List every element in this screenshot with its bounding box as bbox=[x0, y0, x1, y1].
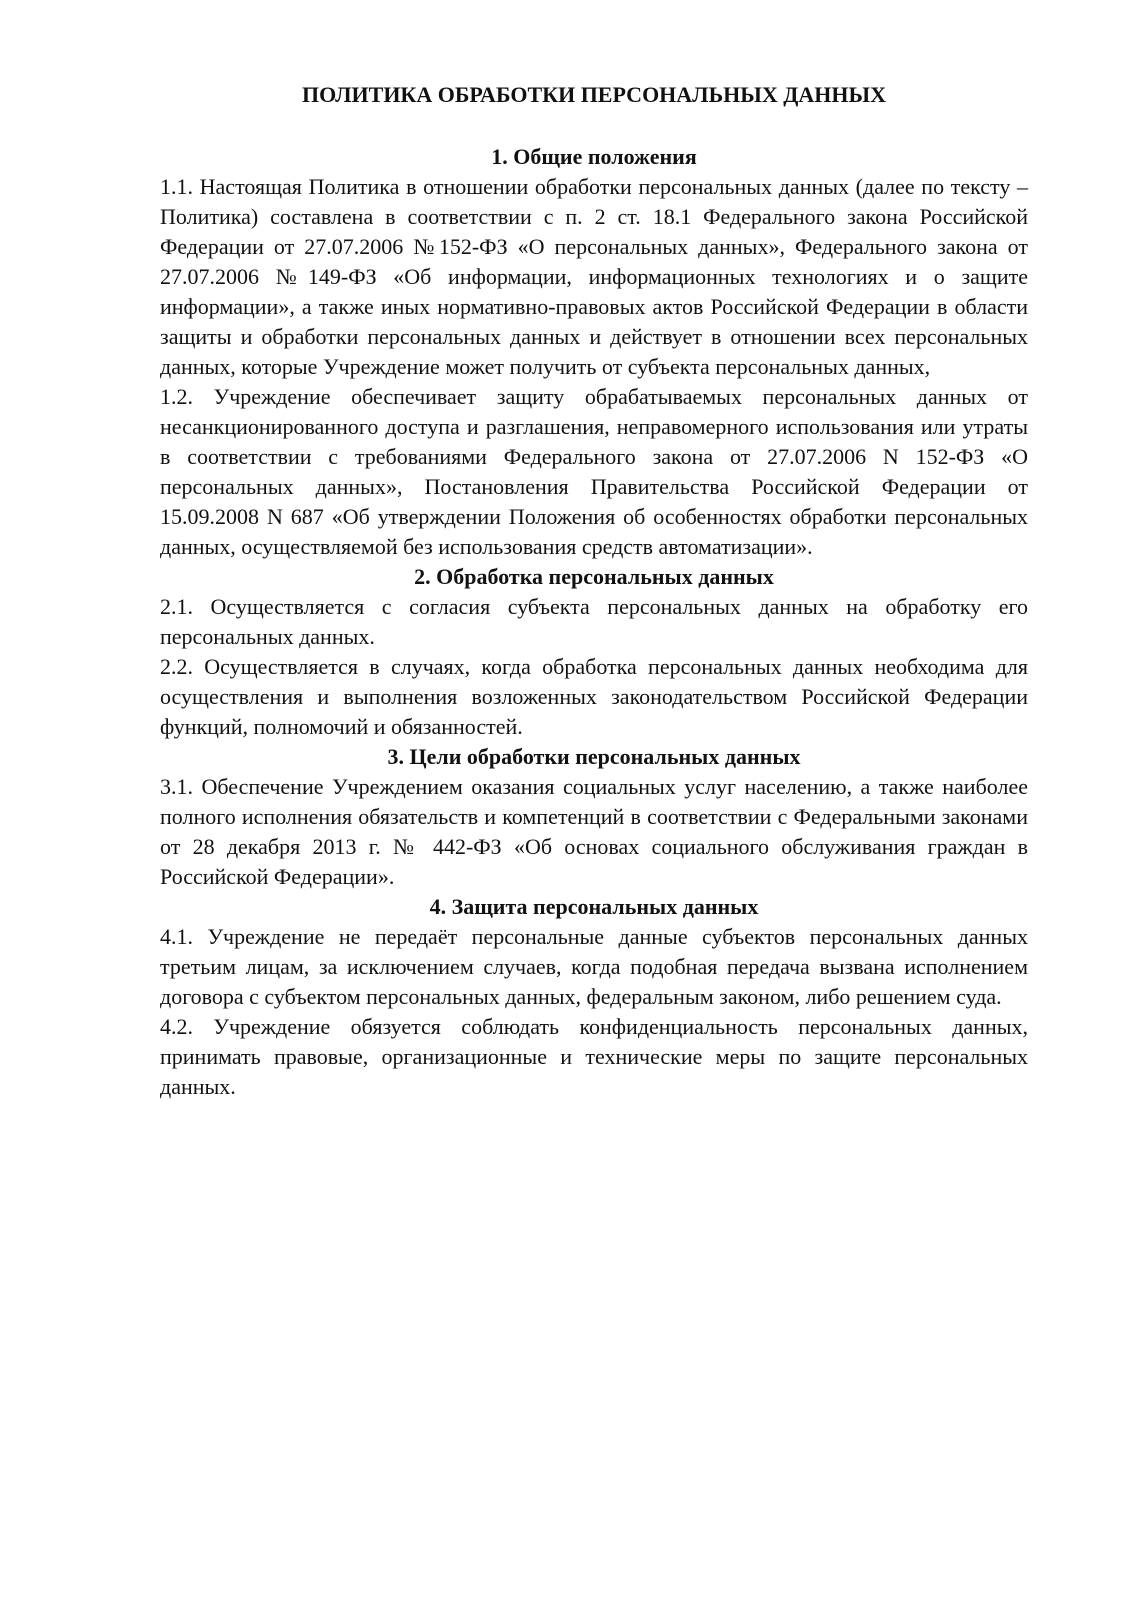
section-2-heading: 2. Обработка персональных данных bbox=[414, 564, 774, 589]
paragraph-1-2: 1.2. Учреждение обеспечивает защиту обрабатываемых персональных данных от несанкционированного доступа и разглашения, неправомерного использования или утраты в соответствии с требованиями Федерального закона от 27.07.2006 N 152-ФЗ «О персональных данных», Постановления Правительства Российской Федерации от 15.09.2008 N 687 «Об утверждении Положения об особенностях обработки персональных данных, осуществляемой без использования средств автоматизации». bbox=[160, 384, 1028, 559]
paragraph-2-2: 2.2. Осуществляется в случаях, когда обработка персональных данных необходима для осуществления и выполнения возложенных законодательством Российской Федерации функций, полномочий и обязанностей. bbox=[160, 654, 1028, 739]
paragraph-4-1: 4.1. Учреждение не передаёт персональные данные субъектов персональных данных третьим лицам, за исключением случаев, когда подобная передача вызвана исполнением договора с субъектом персональных данных, федеральным законом, либо решением суда. bbox=[160, 924, 1028, 1009]
section-3-heading: 3. Цели обработки персональных данных bbox=[387, 744, 801, 769]
paragraph-2-1: 2.1. Осуществляется с согласия субъекта персональных данных на обработку его персональных данных. bbox=[160, 594, 1028, 649]
document-page bbox=[160, 80, 1028, 1102]
document-title: ПОЛИТИКА ОБРАБОТКИ ПЕРСОНАЛЬНЫХ ДАННЫХ bbox=[302, 82, 886, 107]
section-4-heading: 4. Защита персональных данных bbox=[429, 894, 759, 919]
paragraph-1-1: 1.1. Настоящая Политика в отношении обработки персональных данных (далее по тексту – Политика) составлена в соответствии с п. 2 ст. 18.1 Федерального закона Российской Федерации от 27.07.2006 №152-ФЗ «О персональных данных», Федерального закона от 27.07.2006 №149-ФЗ «Об информации, информационных технологиях и о защите информации», а также иных нормативно-правовых актов Российской Федерации в области защиты и обработки персональных данных и действует в отношении всех персональных данных, которые Учреждение может получить от субъекта персональных данных, bbox=[160, 174, 1028, 379]
paragraph-4-2: 4.2. Учреждение обязуется соблюдать конфиденциальность персональных данных, принимать правовые, организационные и технические меры по защите персональных данных. bbox=[160, 1014, 1028, 1099]
paragraph-3-1: 3.1. Обеспечение Учреждением оказания социальных услуг населению, а также наиболее полного исполнения обязательств и компетенций в соответствии с Федеральными законами от 28 декабря 2013 г. № 442-ФЗ «Об основах социального обслуживания граждан в Российской Федерации». bbox=[160, 774, 1028, 889]
section-1-heading: 1. Общие положения bbox=[491, 144, 697, 169]
